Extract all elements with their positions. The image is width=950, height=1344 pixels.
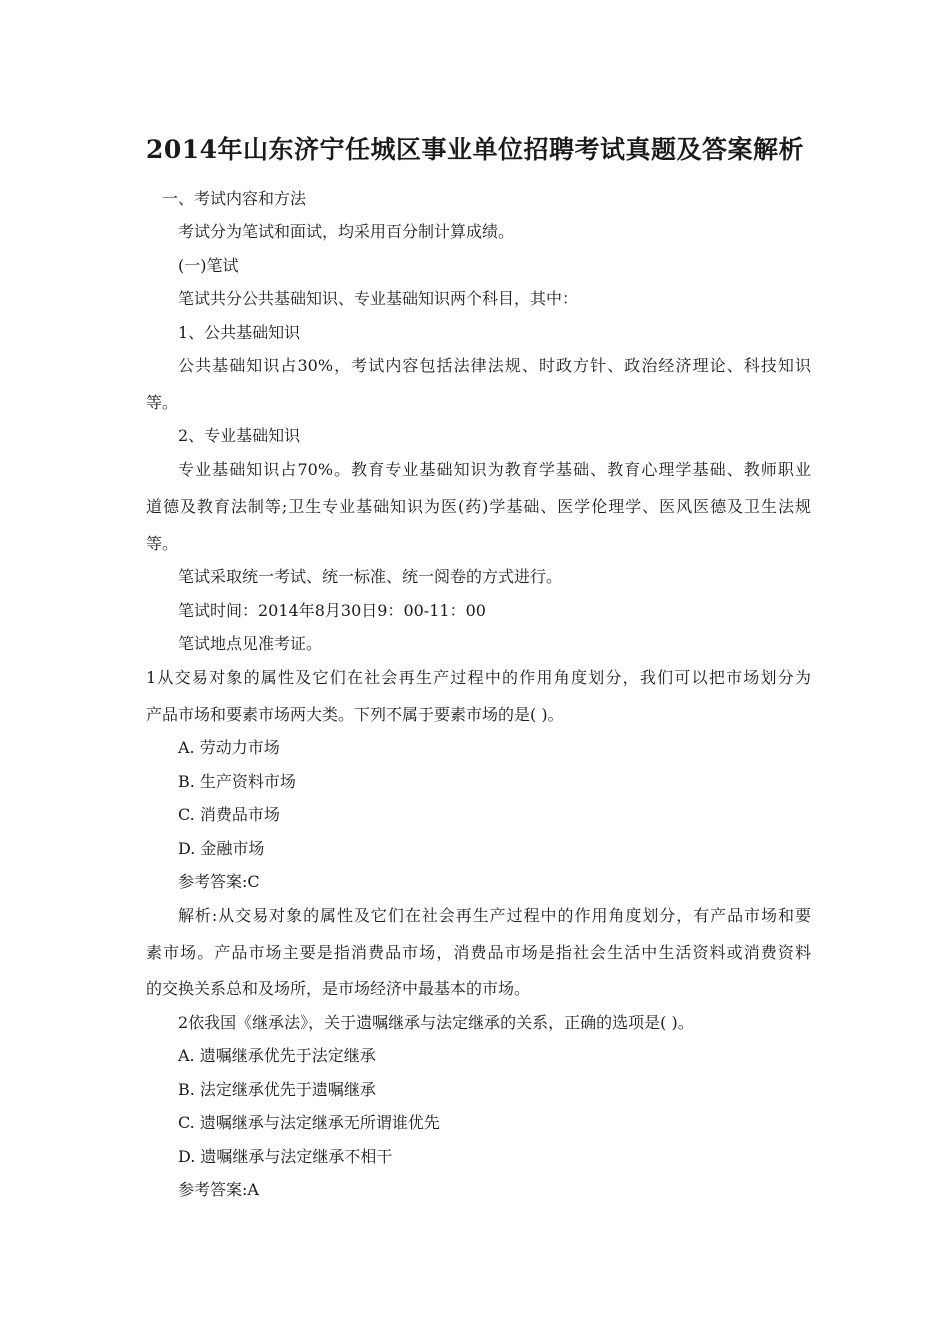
subheading: (一)笔试 [178,256,239,275]
paragraph-line: 专业基础知识占70%。教育专业基础知识为教育学基础、教育心理学基础、教师职业 [178,460,811,479]
option-d: D. 金融市场 [178,839,265,858]
paragraph: 考试分为笔试和面试，均采用百分制计算成绩。 [178,222,515,241]
list-item: 1、公共基础知识 [178,323,301,342]
option-a: A. 遗嘱继承优先于法定继承 [178,1046,376,1065]
question-line: 2依我国《继承法》，关于遗嘱继承与法定继承的关系，正确的选项是( )。 [178,1013,694,1032]
question-line: 产品市场和要素市场两大类。下列不属于要素市场的是( )。 [146,705,564,724]
paragraph-line: 道德及教育法制等;卫生专业基础知识为医(药)学基础、医学伦理学、医风医德及卫生法规 [146,497,811,516]
list-item: 2、专业基础知识 [178,426,301,445]
paragraph: 笔试共分公共基础知识、专业基础知识两个科目，其中： [178,289,579,308]
option-c: C. 消费品市场 [178,805,280,824]
explanation-line: 解析:从交易对象的属性及它们在社会再生产过程中的作用角度划分，有产品市场和要 [178,906,811,925]
option-d: D. 遗嘱继承与法定继承不相干 [178,1147,393,1166]
answer: 参考答案:C [178,872,260,891]
paragraph-line: 公共基础知识占30%，考试内容包括法律法规、时政方针、政治经济理论、科技知识 [178,356,811,375]
exam-place: 笔试地点见准考证。 [178,634,323,653]
question-line: 1从交易对象的属性及它们在社会再生产过程中的作用角度划分，我们可以把市场划分为 [146,668,811,687]
paragraph-line: 等。 [146,534,179,553]
exam-time: 笔试时间：2014年8月30日9：00-11：00 [178,601,486,620]
explanation-line: 的交换关系总和及场所，是市场经济中最基本的市场。 [146,979,531,998]
option-c: C. 遗嘱继承与法定继承无所谓谁优先 [178,1113,440,1132]
section-heading: 一、考试内容和方法 [162,189,307,208]
answer: 参考答案:A [178,1180,259,1199]
option-a: A. 劳动力市场 [178,738,280,757]
document-title: 2014年山东济宁任城区事业单位招聘考试真题及答案解析 [145,135,805,164]
option-b: B. 生产资料市场 [178,772,296,791]
paragraph: 笔试采取统一考试、统一标准、统一阅卷的方式进行。 [178,567,563,586]
option-b: B. 法定继承优先于遗嘱继承 [178,1080,376,1099]
paragraph-line: 等。 [146,393,179,412]
explanation-line: 素市场。产品市场主要是指消费品市场，消费品市场是指社会生活中生活资料或消费资料 [146,943,811,962]
